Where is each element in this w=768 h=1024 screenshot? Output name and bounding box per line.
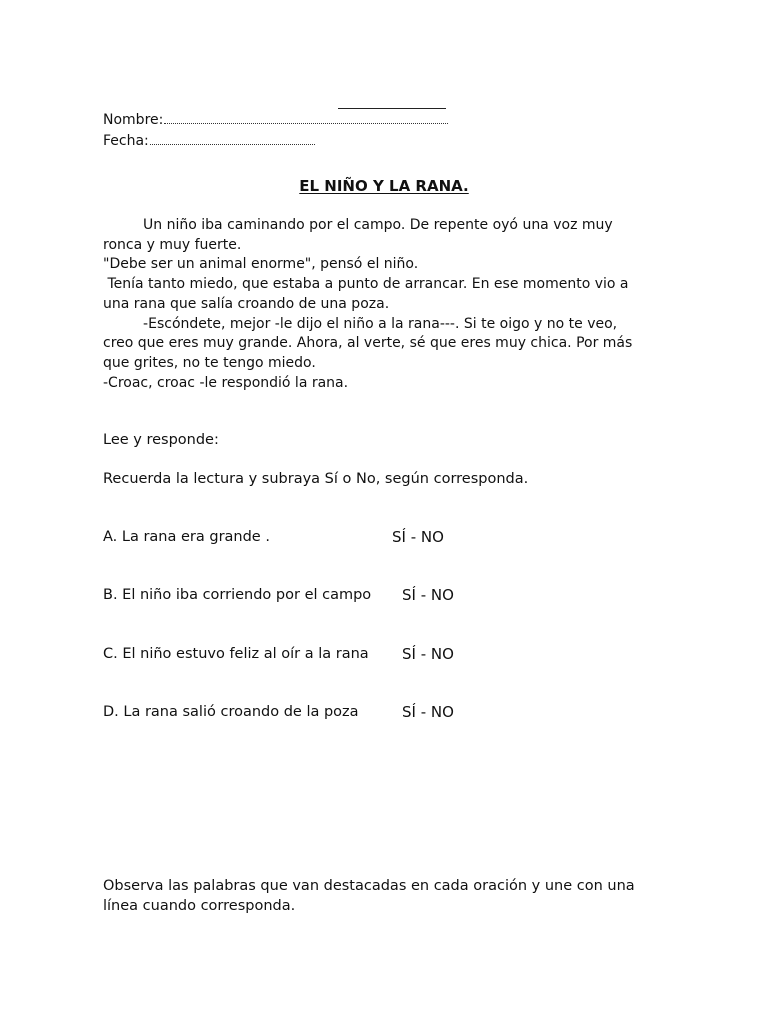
story-line: ronca y muy fuerte. [103, 236, 242, 253]
question-a [103, 527, 523, 547]
story-line: -Croac, croac -le respondió la rana. [103, 374, 349, 391]
nombre-blank[interactable] [164, 113, 448, 124]
yes-no-choice[interactable]: SÍ - NO [402, 645, 454, 663]
question-d [103, 702, 523, 722]
story-text [103, 216, 689, 393]
fecha-blank[interactable] [150, 134, 315, 145]
title-text: EL NIÑO Y LA RANA. [299, 177, 469, 195]
activity-heading: Lee y responde: [103, 432, 219, 448]
question-b [103, 585, 523, 605]
fecha-field[interactable] [103, 132, 315, 150]
bottom-instruction [103, 876, 683, 916]
top-rule [338, 108, 446, 109]
story-line: que grites, no te tengo miedo. [103, 354, 316, 371]
story-line: Tenía tanto miedo, que estaba a punto de arrancar. En ese momento vio a [103, 276, 629, 293]
nombre-label: Nombre: [103, 112, 164, 128]
story-line: creo que eres muy grande. Ahora, al verte, sé que eres muy chica. Por más [103, 335, 633, 352]
yes-no-choice[interactable]: SÍ - NO [402, 586, 454, 604]
question-text: A. La rana era grande . [103, 529, 270, 545]
story-line: Un niño iba caminando por el campo. De repente oyó una voz muy [103, 217, 613, 233]
yes-no-choice[interactable]: SÍ - NO [392, 528, 444, 546]
page-title [0, 176, 768, 196]
nombre-field[interactable] [103, 111, 448, 129]
question-text: C. El niño estuvo feliz al oír a la rana [103, 646, 369, 662]
story-line: "Debe ser un animal enorme", pensó el niño. [103, 256, 419, 273]
question-text: B. El niño iba corriendo por el campo [103, 587, 372, 603]
question-text: D. La rana salió croando de la poza [103, 704, 359, 720]
activity-instruction: Recuerda la lectura y subraya Sí o No, según corresponda. [103, 471, 529, 487]
question-c [103, 644, 523, 664]
fecha-label: Fecha: [103, 133, 149, 149]
bottom-line: Observa las palabras que van destacadas en cada oración y une con una [103, 878, 635, 894]
story-line: una rana que salía croando de una poza. [103, 295, 390, 312]
yes-no-choice[interactable]: SÍ - NO [402, 703, 454, 721]
story-line: -Escóndete, mejor -le dijo el niño a la rana---. Si te oigo y no te veo, [103, 315, 618, 332]
bottom-line: línea cuando corresponda. [103, 898, 296, 914]
